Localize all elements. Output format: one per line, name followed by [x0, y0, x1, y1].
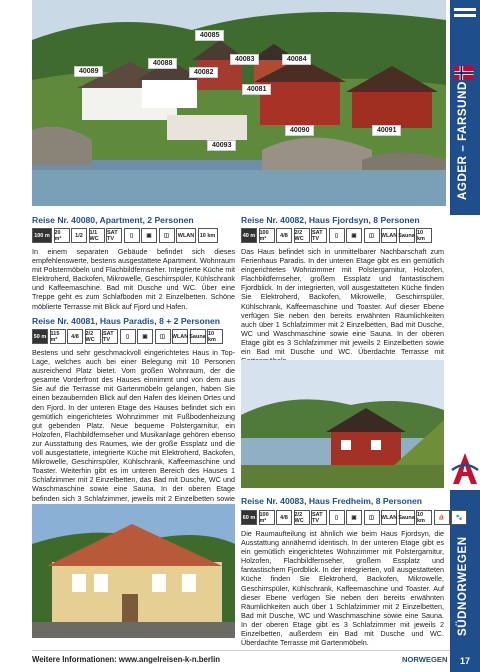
bath-icon: 2/2 WC	[294, 510, 310, 525]
photo-label-40093: 40093	[207, 140, 236, 151]
brand-logo-icon	[450, 450, 480, 488]
norway-flag-icon	[453, 66, 475, 80]
distance-icon: 50 m	[32, 329, 48, 344]
photo-label-40083: 40083	[230, 54, 259, 65]
village-photo	[32, 0, 446, 206]
bath-icon: 1/1 WC	[89, 228, 105, 243]
fridge-icon: ▯	[124, 228, 140, 243]
wifi-icon: WLAN	[381, 228, 397, 243]
rooms-icon: 1/2	[71, 228, 87, 243]
footer-country: NORWEGEN	[402, 655, 448, 664]
photo-label-40089: 40089	[74, 66, 103, 77]
region-label: AGDER – FARSUND	[457, 81, 469, 200]
distance-icon: 40 m	[241, 228, 257, 243]
rooms-icon: 4/8	[276, 228, 292, 243]
wifi-icon: WLAN	[172, 329, 188, 344]
menu-icon[interactable]	[454, 8, 476, 24]
photo-label-40082: 40082	[189, 67, 218, 78]
area-icon: 100 m²	[259, 510, 275, 525]
house-fredheim-photo	[241, 360, 444, 488]
microwave-icon: ▣	[141, 228, 157, 243]
photo-label-40088: 40088	[148, 58, 177, 69]
trip-heading: Reise Nr. 40081, Haus Paradis, 8 + 2 Personen	[32, 316, 220, 326]
tv-icon: SAT TV	[311, 510, 327, 525]
footer-info-link[interactable]: Weitere Informationen: www.angelreisen-k-n.berlin	[32, 655, 221, 664]
footer-divider	[32, 650, 450, 651]
fridge-icon: ▯	[120, 329, 136, 344]
trip-description: Das Haus befindet sich in unmittelbarer Nachbarschaft zum Ferienhaus Paradis. In der unteren Etage gibt es ein gemütlich eingerichtetes Wohnzimmer mit Polstergarnitur, Holzofen, Flachbildfernseher, großem Essplatz und fantastischem Fjordblick. In der integrierten, voll ausgestatteten Küche finden Sie Elektroherd, Backofen, Mikrowelle, Geschirrspüler, Kühlschrank, Kaffeemaschine und Toaster. Auf dieser Ebene verfügen Sie neben den bereits erwähnten Räumlichkeiten auch über 1 Schlafzimmer mit 2 Einzelbetten, Bad mit Dusche, WC und Waschmaschine sowie eine Sauna. In der oberen Etage gibt es 3 Schlafzimmer mit jeweils 2 Einzelbetten sowie ein Bad mit Dusche und WC. Überdachte Terrasse mit	[241, 247, 444, 357]
trip-description: In einem separaten Gebäude befindet sich dieses empfehlenswerte, bestens ausgestattete Apartment. Wohnraum mit Polstermöbeln und Flachbildfernseher. Integrierte Küche mit Elektroherd, Backofen, Mikrowelle, Geschirrspüler, Kühlschrank und Kaffeemaschine. Bad mit Dusche und WC. Über eine Treppe geht es zum Schlafboden mit 2 Einzelbetten. Schöne möblierte Terrasse mit Blick auf Fjord und Hafen.	[32, 247, 235, 311]
trip-heading: Reise Nr. 40082, Haus Fjordsyn, 8 Personen	[241, 215, 420, 225]
amenity-icon-bar	[241, 510, 467, 525]
amenity-icon-bar	[32, 228, 218, 243]
area-icon: 115 m²	[50, 329, 66, 344]
area-icon: 100 m²	[259, 228, 275, 243]
trip-description: Bestens und sehr geschmackvoll eingerichtetes Haus in Top-Lage, welches auch bei einer Belegung mit 10 Personen ausreichend Platz bietet. Vom großen Wohnraum, der die gesamte Vorderfront des Hauses einnimmt und von dem aus Sie auf die Terrasse mit Gartenmöbeln gelangen, haben Sie einen bezaubernden Blick auf den Hafen des kleinen Ortes und den Fjord. In der unteren Etage des Hauses befindet sich ein gemütlich eingerichtetes Wohnzimmer mit Fußbodenheizung gut gebenden Platz. Neue bequeme Polstergarnitur, ein Holzofen, Flachbildfernseher und Musikanlage gehören ebenso zur Ausstattung des Raumes, wie der große Essplatz und die voll ausgestattete, integrierte Küche mit Elektroherd, Backofen, Mikrowelle, Geschirrspüler, Kühlschrank, Kaffeemaschine und Toaster. Weiterhin gibt es im unteren Bereich des Hauses 1 Schlafzimmer mit 2 Einzelbetten, das Bad mit Dusche, WC und Waschmaschine sowie eine Sauna. In der oberen Etage befinden sich 3 Schlafzimmer, jeweils mit 2 Einzelbetten sowie	[32, 348, 235, 503]
distance-icon: 100 m	[32, 228, 52, 243]
page-number: 17	[450, 650, 480, 672]
area-icon: 20 m²	[54, 228, 70, 243]
trip-heading: Reise Nr. 40080, Apartment, 2 Personen	[32, 215, 194, 225]
distance-town-icon: 10 km	[416, 510, 432, 525]
boat-icon: ⛵	[434, 510, 450, 525]
trip-description: Die Raumaufteilung ist ähnlich wie beim Haus Fjordsyn, die Ausstattung annähernd identisch. In der unteren Etage gibt es ein gemütlich eingerichtetes Wohnzimmer mit Polstergarnitur, Holzofen, Flachbildfernseher, großem Essplatz und fantastischem Fjordblick. In der integrierten, voll ausgestatteten Küche finden Sie Elektroherd, Backofen, Mikrowelle, Geschirrspüler, Kühlschrank, Kaffeemaschine und Toaster. Auf dieser Ebene verfügen Sie neben den bereits erwähnten Räumlichkeiten auch über 1 Schlafzimmer mit 2 Einzelbetten, Bad mit Dusche, WC und Waschmaschine sowie eine Sauna. In der oberen Etage gibt es 3 Schlafzimmer mit jeweils 2 Einzelbetten, außerdem ein Bad mit Dusche und WC. Überdachte Terrasse mit Gartenmöbeln.	[241, 529, 444, 648]
dishwasher-icon: ◫	[155, 329, 171, 344]
rooms-icon: 4/8	[276, 510, 292, 525]
sauna-icon: Sauna	[190, 329, 206, 344]
distance-icon: 60 m	[241, 510, 257, 525]
tv-icon: SAT TV	[311, 228, 327, 243]
photo-label-40081: 40081	[242, 84, 271, 95]
trip-heading: Reise Nr. 40083, Haus Fredheim, 8 Personen	[241, 496, 423, 506]
wifi-icon: WLAN	[381, 510, 397, 525]
photo-label-40084: 40084	[282, 54, 311, 65]
pet-icon: 🐾	[451, 510, 467, 525]
sauna-icon: Sauna	[399, 228, 415, 243]
distance-town-icon: 10 km	[416, 228, 432, 243]
fridge-icon: ▯	[329, 510, 345, 525]
dishwasher-icon: ◫	[364, 228, 380, 243]
photo-label-40090: 40090	[285, 125, 314, 136]
dishwasher-icon: ◫	[364, 510, 380, 525]
distance-town-icon: 10 km	[207, 329, 223, 344]
rooms-icon: 4/8	[67, 329, 83, 344]
dishwasher-icon: ◫	[159, 228, 175, 243]
fridge-icon: ▯	[329, 228, 345, 243]
microwave-icon: ▣	[137, 329, 153, 344]
country-label: SÜDNORWEGEN	[457, 536, 469, 636]
bath-icon: 2/2 WC	[85, 329, 101, 344]
tv-icon: SAT TV	[106, 228, 122, 243]
bath-icon: 2/2 WC	[294, 228, 310, 243]
microwave-icon: ▣	[346, 510, 362, 525]
microwave-icon: ▣	[346, 228, 362, 243]
photo-label-40091: 40091	[372, 125, 401, 136]
photo-label-40085: 40085	[195, 30, 224, 41]
sauna-icon: Sauna	[399, 510, 415, 525]
tv-icon: SAT TV	[102, 329, 118, 344]
amenity-icon-bar	[32, 329, 223, 344]
wifi-icon: WLAN	[176, 228, 196, 243]
house-paradis-photo	[32, 504, 235, 638]
distance-town-icon: 10 km	[198, 228, 218, 243]
amenity-icon-bar	[241, 228, 432, 243]
